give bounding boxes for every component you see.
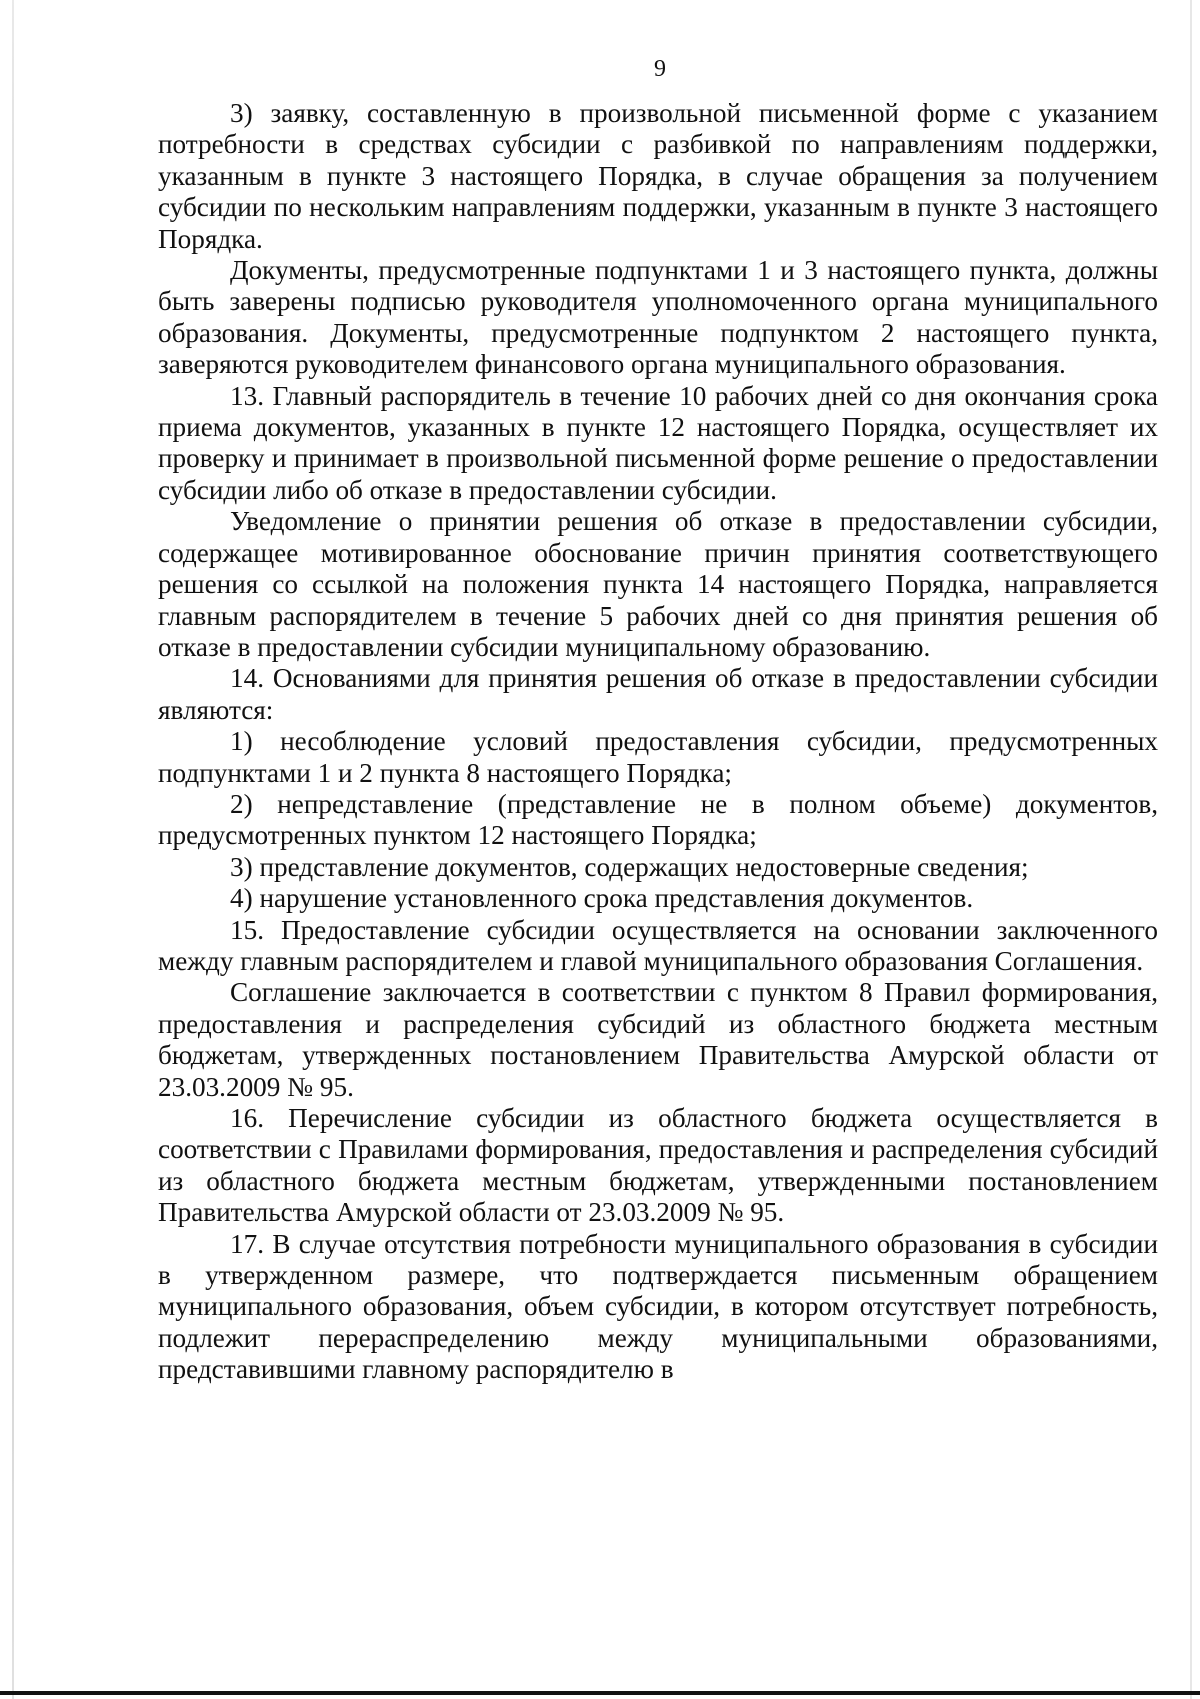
paragraph-item-14-sub-1: 1) несоблюдение условий предоставления субсидии, предусмотренных подпунктами 1 и 2 пункта 8 настоящего Порядка;	[158, 726, 1158, 788]
paragraph-item-14-sub-4: 4) нарушение установленного срока представления документов.	[230, 883, 974, 914]
paragraph-subitem-3-application: 3) заявку, составленную в произвольной письменной форме с указанием потребности в средствах субсидии с разбивкой по направлениям поддержки, указанным в пункте 3 настоящего Порядка, в случае обращения за получением субсидии по нескольким направлениям поддержки, указанным в пункте 3 настоящего Порядка.	[158, 98, 1158, 254]
paragraph-item-16: 16. Перечисление субсидии из областного бюджета осуществляется в соответствии с Правилами формирования, предоставления и распределения субсидий из областного бюджета местным бюджетам, утвержденными постановлением Правительства Амурской области от 23.03.2009 № 95.	[158, 1103, 1158, 1228]
page-number: 9	[654, 56, 666, 82]
scan-edge-bottom	[0, 1691, 1200, 1695]
paragraph-documents-certification: Документы, предусмотренные подпунктами 1 и 3 настоящего пункта, должны быть заверены подписью руководителя уполномоченного органа муниципального образования. Документы, предусмотренные подпунктом 2 настоящего пункта, заверяются руководителем финансового органа муниципального образования.	[158, 255, 1158, 380]
paragraph-refusal-notice: Уведомление о принятии решения об отказе в предоставлении субсидии, содержащее мотивированное обоснование причин принятия соответствующего решения со ссылкой на положения пункта 14 настоящего Порядка, направляется главным распорядителем в течение 5 рабочих дней со дня принятия решения об отказе в предоставлении субсидии муниципальному образованию.	[158, 506, 1158, 662]
paragraph-agreement: Соглашение заключается в соответствии с пунктом 8 Правил формирования, предоставления и распределения субсидий из областного бюджета местным бюджетам, утвержденных постановлением Правительства Амурской области от 23.03.2009 № 95.	[158, 977, 1158, 1102]
paragraph-item-17: 17. В случае отсутствия потребности муниципального образования в субсидии в утвержденном размере, что подтверждается письменным обращением муниципального образования, объем субсидии, в котором отсутствует потребность, подлежит перераспределению между муниципальными образованиями, представившими главному распорядителю в	[158, 1228, 1158, 1385]
paragraph-item-14-sub-2: 2) непредставление (представление не в полном объеме) документов, предусмотренных пунктом 12 настоящего Порядка;	[158, 788, 1158, 851]
scan-edge-left	[12, 0, 14, 1699]
scan-edge-right	[1190, 0, 1192, 1699]
paragraph-item-15: 15. Предоставление субсидии осуществляется на основании заключенного между главным распорядителем и главой муниципального образования Соглашения.	[158, 914, 1158, 976]
document-body	[158, 98, 1158, 1386]
paragraph-item-14: 14. Основаниями для принятия решения об отказе в предоставлении субсидии являются:	[158, 663, 1158, 725]
paragraph-item-13: 13. Главный распорядитель в течение 10 рабочих дней со дня окончания срока приема документов, указанных в пункте 12 настоящего Порядка, осуществляет их проверку и принимает в произвольной письменной форме решение о предоставлении субсидии либо об отказе в предоставлении субсидии.	[158, 380, 1158, 505]
paragraph-item-14-sub-3: 3) представление документов, содержащих недостоверные сведения;	[230, 851, 1029, 882]
